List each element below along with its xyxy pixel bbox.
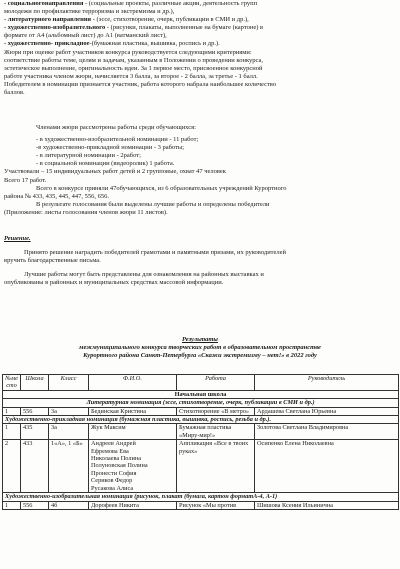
paragraph-line: Победителем в номинации признается участник, работа которого набрала наибольшее количество — [4, 81, 277, 89]
table-cell: 556 — [21, 501, 49, 509]
participant-name: Николаева Полина — [91, 455, 142, 463]
results-subtitle: Курортного района Санкт-Петербурга «Скажи экстремизму – нет!» в 2022 году — [83, 352, 317, 360]
categories-list — [4, 0, 396, 49]
participant-name: Ефремова Ева — [91, 447, 129, 455]
paragraph-line: Жюри при оценке работ участников конкурса руководствуется следующими критериями: — [4, 49, 252, 56]
table-cell: Аппликация «Все в твоих руках» — [177, 440, 255, 493]
table-cell: 1 — [3, 501, 21, 509]
decision-heading: Решение. — [4, 235, 31, 242]
nomination-label: Художественно-прикладная номинация (бумажная пластика, вышивка, роспись, резьба и др.). — [3, 416, 399, 424]
table-cell: Шишова Ксения Ильинична — [255, 501, 399, 509]
level-row — [3, 390, 399, 398]
table-cell: Стихотворение «В метро» — [177, 407, 255, 415]
paragraph-line: Участвовали – 15 индивидуальных работ детей и 2 групповые, охват 47 человек — [4, 168, 226, 176]
paragraph-line: баллов. — [4, 89, 25, 97]
participant-name: Полуновская Полина — [91, 462, 148, 470]
nomination-label: Художественно-изобразительная номинация (рисунок, плакат (бумага, картон форматА-4, А-1) — [3, 493, 399, 501]
paragraph-line: Лучшие работы могут быть представлены для ознакомления на районных выставках и — [24, 271, 264, 279]
table-header-row — [3, 375, 399, 391]
category-line: формате от А4 (альбомный лист) до А1 (ватманский лист), — [4, 32, 167, 40]
paragraph-line: опубликованы в районных и муниципальных средствах массовой информации. — [4, 279, 224, 287]
column-header: Руководитель — [255, 375, 399, 391]
paragraph-line: (Приложение: листы голосования членов жюри 11 листов). — [4, 208, 168, 216]
table-row — [3, 407, 399, 415]
level-label: Начальная школа — [3, 390, 399, 398]
column-header: Школа — [21, 375, 49, 391]
list-item: - в социальной номинации (видеоролик) 1 работа. — [36, 160, 175, 168]
jury-summary — [4, 124, 396, 217]
table-cell: 1 — [3, 424, 21, 440]
category-line: - художественно-изобразительного - (рисунки, плакаты, выполненные на бумаге (картоне) в — [4, 24, 264, 32]
table-cell: Бумажная пластика «Миру-мир!» — [177, 424, 255, 440]
paragraph-line: эстетическое выполнение, оригинальность идеи. За 1 первое место, присвоенное конкурсной — [4, 65, 263, 73]
participant-name: Русакова Алиса — [91, 484, 134, 492]
paragraph-line: района № 433, 435, 445, 447, 556, 656. — [4, 192, 110, 200]
criteria-paragraph — [4, 49, 396, 98]
decision-section — [4, 235, 396, 287]
list-item: - в художественно-изобразительной номинации - 11 работ; — [36, 136, 199, 144]
table-cell: 1 — [3, 407, 21, 415]
list-item: - в литературной номинации - 2работ; — [36, 152, 141, 160]
paragraph-line: вручить благодарственные письма. — [4, 257, 101, 265]
category-line: - литературного направления - (эссе, стихотворение, очерк, публикации в СМИ и др.), — [4, 16, 249, 24]
paragraph-line: соответствие работы теме, целям и задачам, указанным в Положении о проведении конкурса, — [4, 57, 263, 65]
table-cell: Рисунок «Мы против — [177, 501, 255, 509]
column-header: Ф.И.О. — [89, 375, 177, 391]
table-cell: 2 — [3, 440, 21, 493]
table-cell: Дорофеев Никита — [89, 501, 177, 509]
table-cell: Жук Максим — [89, 424, 177, 440]
category-line: молодежи по профилактике терроризма и экстремизма и др.), — [4, 8, 175, 16]
table-cell: 435 — [21, 424, 49, 440]
table-row — [3, 440, 399, 493]
results-subtitle: межмуниципального конкурса творческих работ в образовательном пространстве — [79, 344, 321, 352]
table-cell: 433 — [21, 440, 49, 493]
table-cell: 3а — [49, 424, 89, 440]
table-row — [3, 501, 399, 509]
table-row — [3, 424, 399, 440]
table-cell: 1«А», 1 «Б» — [49, 440, 89, 493]
results-heading: Результаты — [182, 336, 218, 343]
paragraph-line: работе участника членом жюри, начисляется 3 балла, за второе - 2 балла, за третье - 1 балл. — [4, 73, 258, 81]
category-line: - художественно- прикладное-(бумажная пластика, вышивка, роспись и др.). — [4, 40, 220, 48]
table-cell: 556 — [21, 407, 49, 415]
participant-name: Сериков Федор — [91, 477, 133, 485]
list-item: -в художественно-прикладной номинации - 3 работы; — [36, 144, 185, 152]
participant-name: Пронести София — [91, 469, 137, 477]
table-cell — [89, 440, 177, 493]
paragraph-line: Всего в конкурсе приняли 47обучающихся, из 6 образовательных учреждений Курортного — [36, 184, 287, 192]
results-table — [2, 374, 399, 510]
table-cell: 3а — [49, 407, 89, 415]
table-cell: Ардашева Светлана Юрьевна — [255, 407, 399, 415]
nomination-row — [3, 416, 399, 424]
category-line: - социальногонаправления - (социальные проекты, различные акции, деятельность групп — [4, 0, 258, 7]
nomination-row — [3, 493, 399, 501]
table-cell: 4б — [49, 501, 89, 509]
table-cell: Бединская Кристина — [89, 407, 177, 415]
column-header: Работа — [177, 375, 255, 391]
results-title — [0, 336, 400, 360]
paragraph-line: Принято решение наградить победителей грамотами и памятными призами, их руководителей — [24, 249, 287, 257]
nomination-label: Литературная номинация (эссе, стихотворение, очерк, публикации в СМИ и др.) — [3, 399, 399, 407]
paragraph-line: Всего 17 работ. — [4, 176, 47, 184]
nomination-row — [3, 399, 399, 407]
paragraph-line: Членами жюри рассмотрены работы среди обучающихся: — [36, 124, 196, 131]
participant-name: Андреев Андрей — [91, 440, 136, 448]
table-cell: Золотова Светлана Владимировна — [255, 424, 399, 440]
column-header: Класс — [49, 375, 89, 391]
table-cell: Осипенко Елена Николаевна — [255, 440, 399, 493]
paragraph-line: В результате голосования были выделены лучшие работы и определены победители — [36, 200, 270, 208]
column-header: №ме сто — [3, 375, 21, 391]
